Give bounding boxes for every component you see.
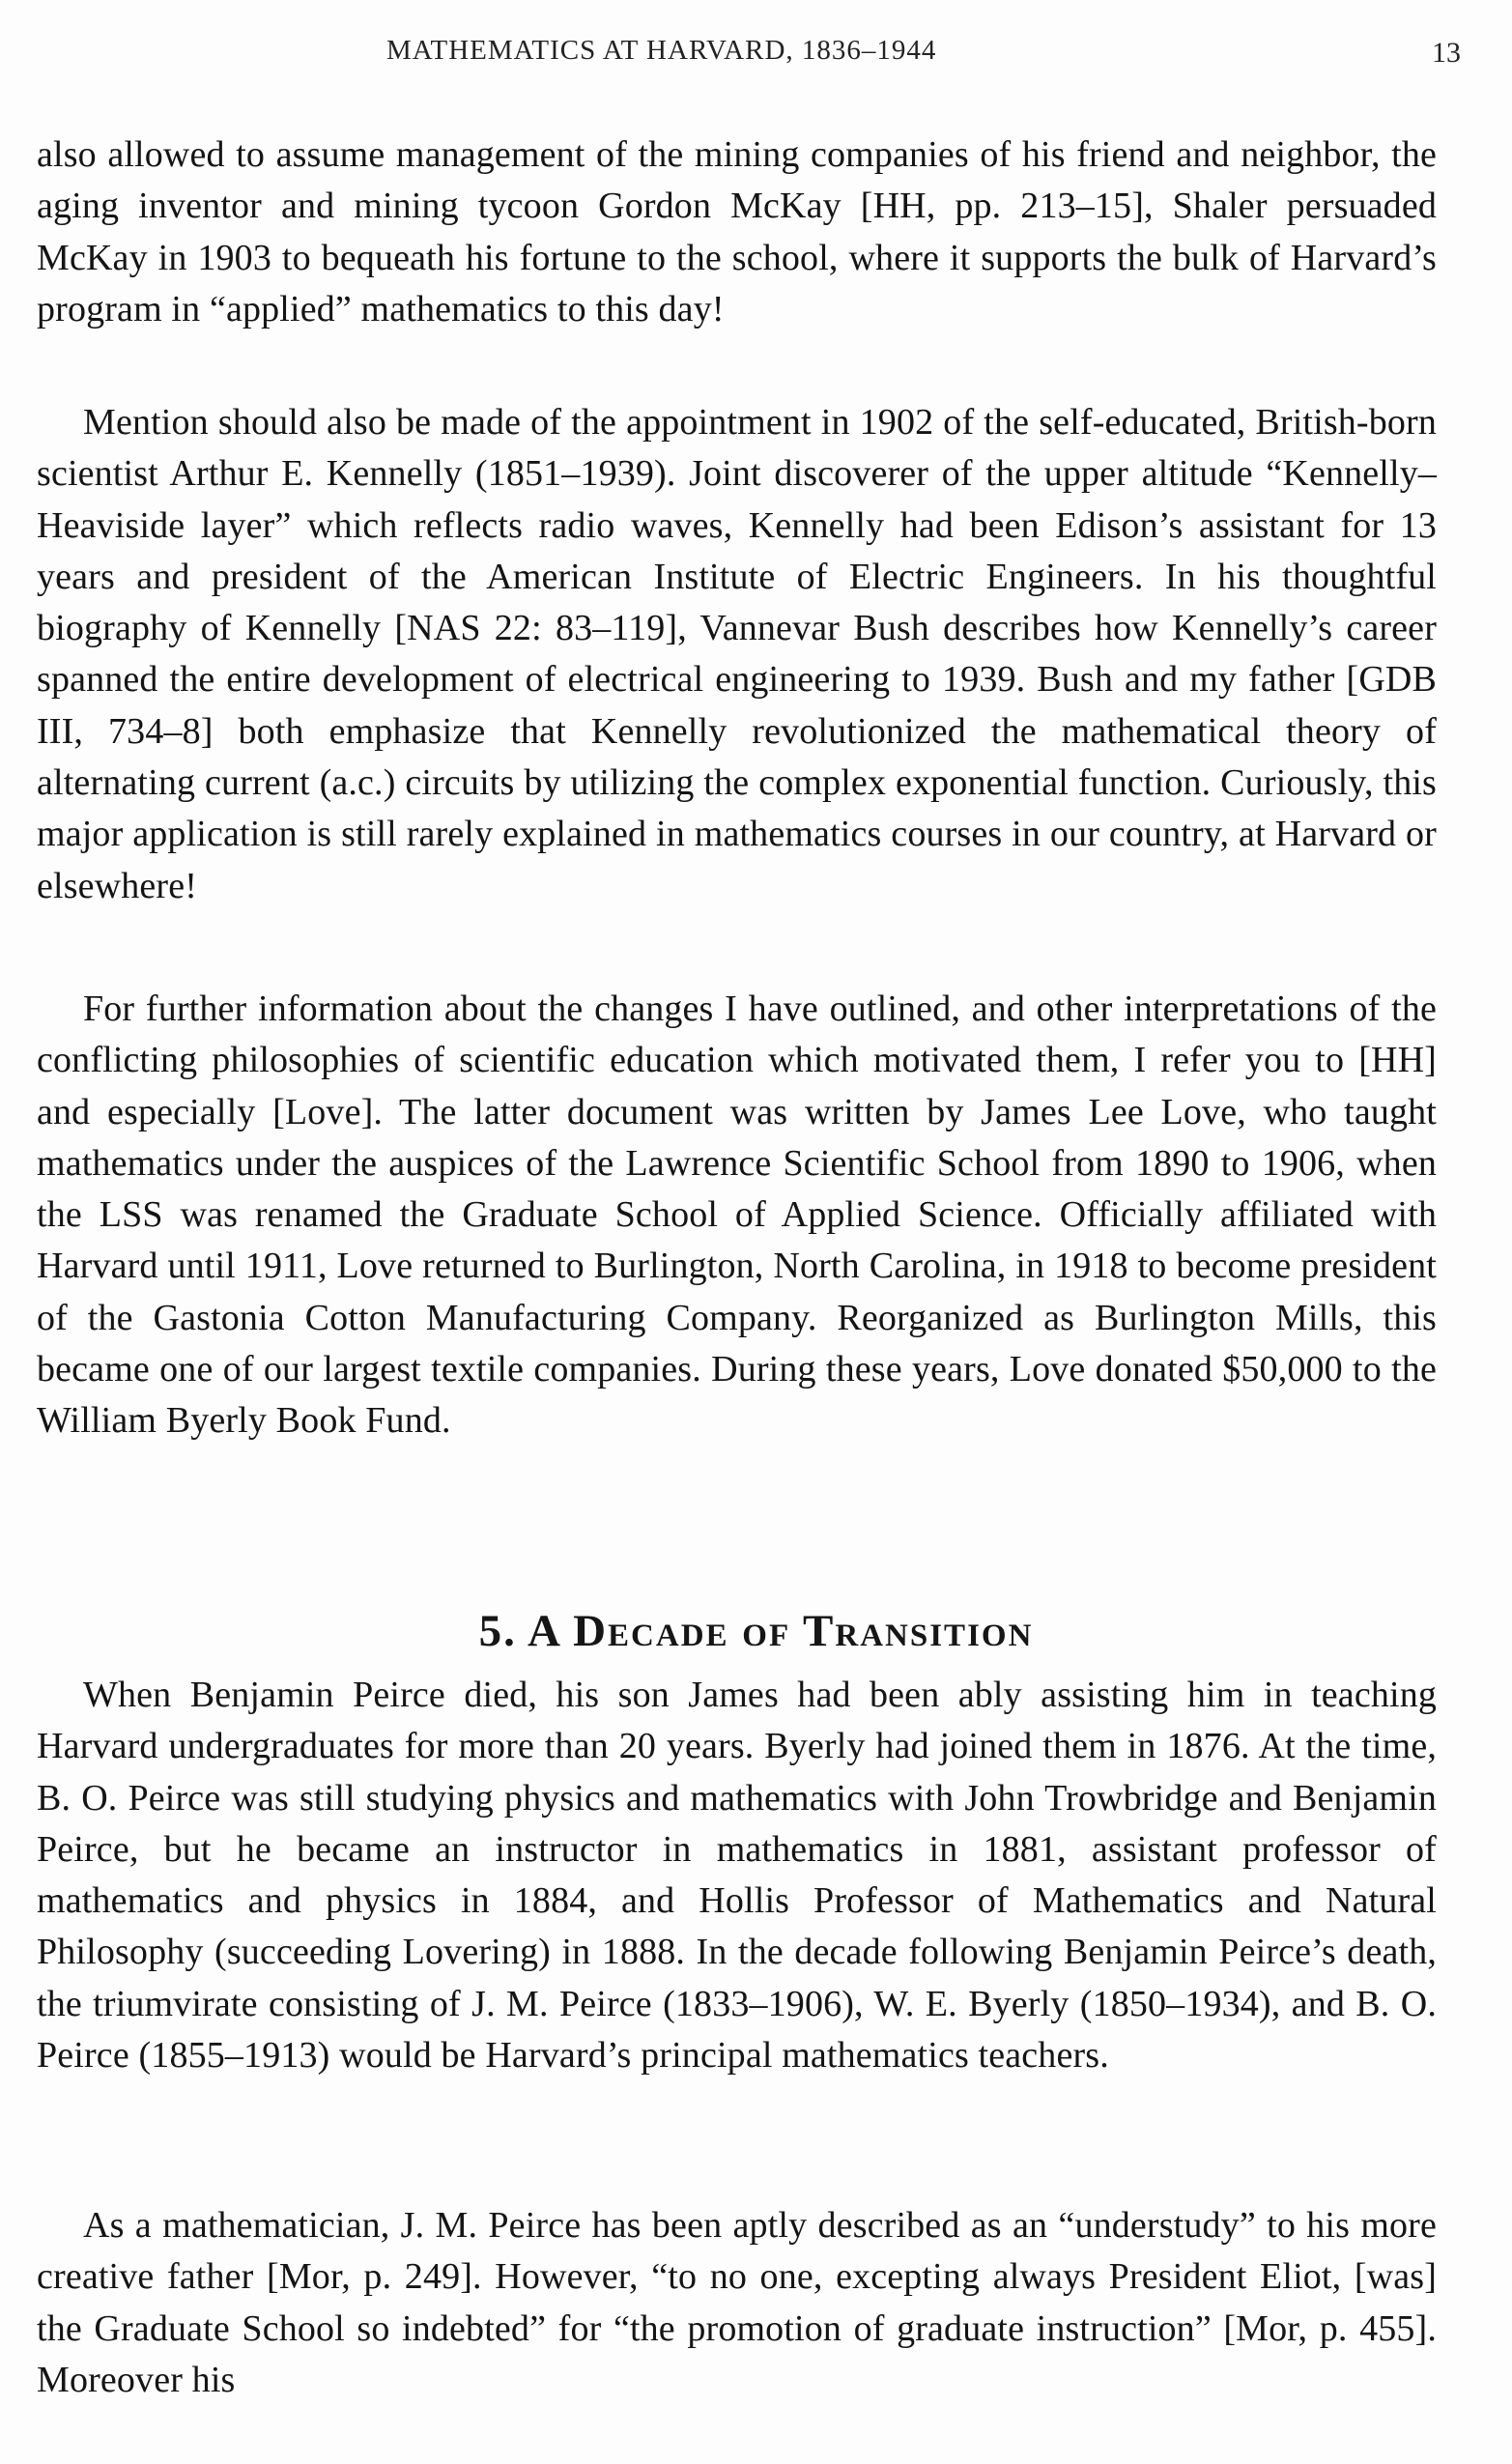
paragraph-further-information: [37, 984, 1437, 1447]
section-heading: 5. A Decade of Transition: [478, 1606, 1034, 1656]
running-title: MATHEMATICS AT HARVARD, 1836–1944: [386, 35, 937, 66]
paragraph-j-m-peirce: [37, 2200, 1437, 2406]
paragraph-continuation: [37, 129, 1437, 335]
running-head: [0, 35, 1512, 77]
paragraph-text: When Benjamin Peirce died, his son James had been ably assisting him in teaching Harvard undergraduates for more than 20 years. Byerly had joined them in 1876. At the time, B. O. Peirce was still studying physics and mathematics with John Trowbridge and Benjamin Peirce, but he became an instructor in mathematics in 1881, assistant professor of mathematics and physics in 1884, and Hollis Professor of Mathematics and Natural Philosophy (succeeding Lovering) in 1888. In the decade following Benjamin Peirce’s death, the triumvirate consisting of J. M. Peirce (1833–1906), W. E. Byerly (1850–1934), and B. O. Peirce (1855–1913) would be Harvard’s principal mathematics teachers.: [37, 1675, 1437, 2077]
paragraph-benjamin-peirce: [37, 1670, 1437, 2081]
paragraph-text: For further information about the changes I have outlined, and other interpretations of the conflicting philosophies of scientific education which motivated them, I refer you to [HH] and especially [Love]. The latter document was written by James Lee Love, who taught mathematics under the auspices of the Lawrence Scientific School from 1890 to 1906, when the LSS was renamed the Graduate School of Applied Science. Officially affiliated with Harvard until 1911, Love returned to Burlington, North Carolina, in 1918 to become president of the Gastonia Cotton Manufacturing Company. Reorganized as Burlington Mills, this became one of our largest textile companies. During these years, Love donated $50,000 to the William Byerly Book Fund.: [37, 988, 1437, 1442]
page-number: 13: [1432, 37, 1461, 69]
paragraph-text: As a mathematician, J. M. Peirce has been aptly described as an “understudy” to his more creative father [Mor, p. 249]. However, “to no one, excepting always President Eliot, [was] the Graduate School so indebted” for “the promotion of graduate instruction” [Mor, p. 455]. Moreover his: [37, 2205, 1437, 2400]
paragraph-kennelly: [37, 397, 1437, 912]
paragraph-text: Mention should also be made of the appointment in 1902 of the self-educated, British-born scientist Arthur E. Kennelly (1851–1939). Joint discoverer of the upper altitude “Kennelly–Heaviside layer” which reflects radio waves, Kennelly had been Edison’s assistant for 13 years and president of the American Institute of Electric Engineers. In his thoughtful biography of Kennelly [NAS 22: 83–119], Vannevar Bush describes how Kennelly’s career spanned the entire development of electrical engineering to 1939. Bush and my father [GDB III, 734–8] both emphasize that Kennelly revolutionized the mathematical theory of alternating current (a.c.) circuits by utilizing the complex exponential function. Curiously, this major application is still rarely explained in mathematics courses in our country, at Harvard or elsewhere!: [37, 402, 1437, 906]
paragraph-text: also allowed to assume management of the mining companies of his friend and neighbor, the aging inventor and mining tycoon Gordon McKay [HH, pp. 213–15], Shaler persuaded McKay in 1903 to bequeath his fortune to the school, where it supports the bulk of Harvard’s program in “applied” mathematics to this day!: [37, 134, 1437, 329]
